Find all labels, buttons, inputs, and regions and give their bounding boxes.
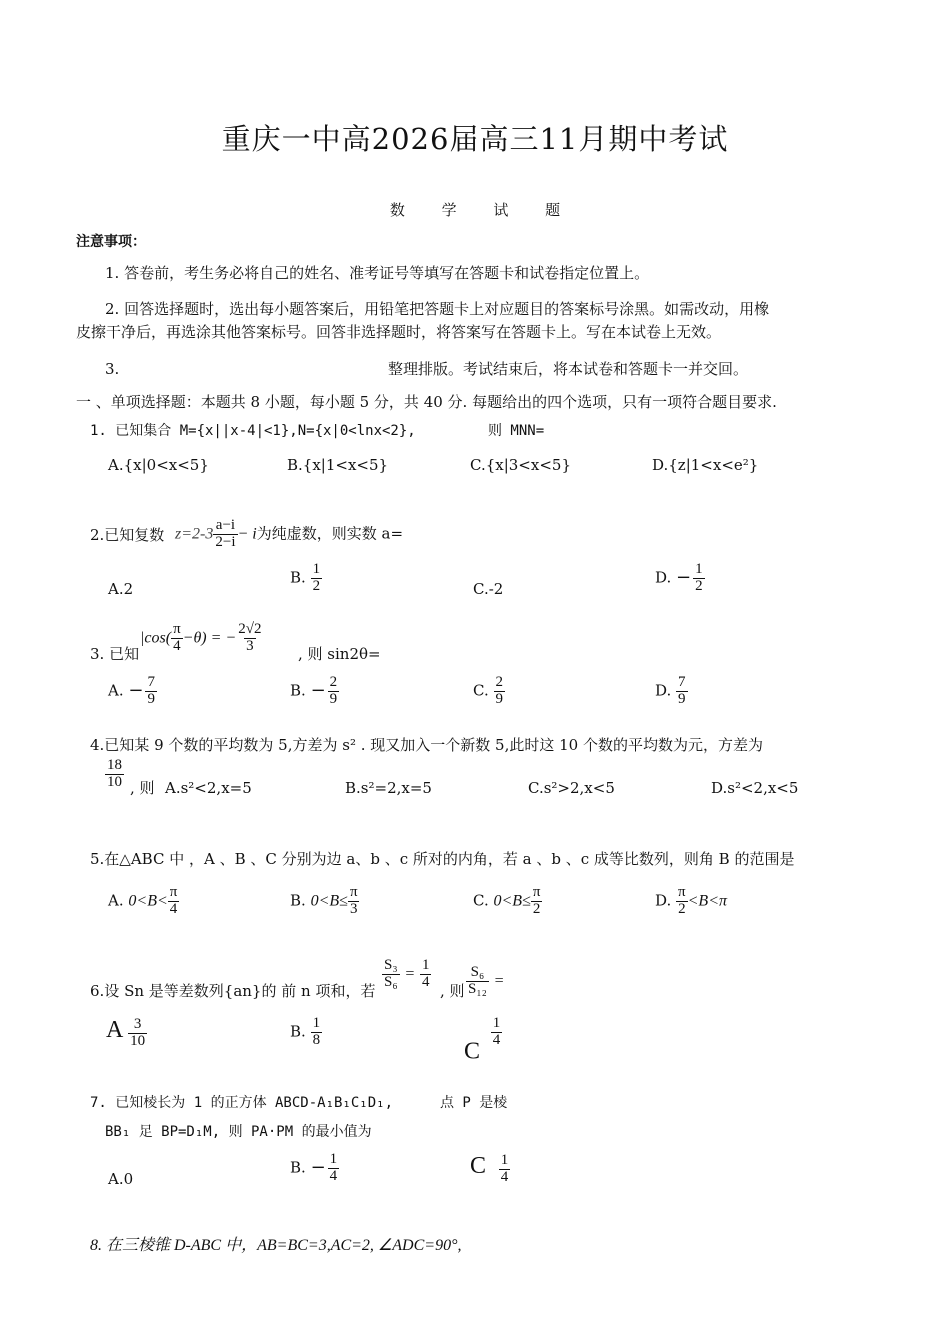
notes-heading: 注意事项： <box>76 234 146 250</box>
q1-option-b: B.{x|1<x<5} <box>287 456 389 474</box>
q5-option-d: D. $\frac{\pi}{2}$ <B<π <box>655 884 728 917</box>
q4-stem: 4.已知某 9 个数的平均数为 5,方差为 s² . 现又加入一个新数 5,此时这 10 个数的平均数为元，方差为 <box>90 736 763 754</box>
q6-stem: 6.设 Sn 是等差数列{an}的 前 n 项和，若 <box>90 982 376 1000</box>
q2-z-rhs: − i <box>237 525 257 543</box>
q7-stem: 7. 已知棱长为 1 的正方体 ABCD-A₁B₁C₁D₁, <box>90 1095 394 1111</box>
q1-stem: 1. 已知集合 M={x||x-4|<1},N={x|0<lnx<2}, <box>90 423 416 439</box>
q8-stem: 8. 在三棱锥 D-ABC 中，AB=BC=3,AC=2, ∠ADC=90°, <box>90 1237 462 1254</box>
q2-option-d: D. − $\frac{1}{2}$ <box>655 561 703 594</box>
q4-variance-fraction: $\frac{18}{10}$ <box>107 757 122 790</box>
q2-stem-tail: 为纯虚数，则实数 a= <box>256 524 404 543</box>
q6-option-b: B. $\frac{1}{8}$ <box>290 1015 321 1048</box>
q5-option-b: B. 0<B≤ $\frac{\pi}{3}$ <box>290 884 358 917</box>
q7-stem-right: 点 P 是棱 <box>440 1095 508 1111</box>
q4-option-b: B.s²=2,x=5 <box>345 779 432 797</box>
q5-option-c: C. 0<B≤ $\frac{\pi}{2}$ <box>473 884 541 917</box>
q7-option-c: C $\frac{1}{4}$ <box>470 1151 509 1185</box>
subject-title: 数 学 试 题 <box>389 201 561 219</box>
q1-stem-tail: 则 MNN= <box>488 423 545 439</box>
q2-formula <box>175 518 403 551</box>
q3-pi-fraction: $\frac{\pi}{4}$ <box>173 621 181 654</box>
q7-stem-line-2: BB₁ 足 BP=D₁M, 则 PA·PM 的最小值为 <box>105 1124 372 1140</box>
q1-option-c: C.{x|3<x<5} <box>470 456 571 474</box>
note-3-number: 3. <box>105 360 120 378</box>
q3-option-c: C. $\frac{2}{9}$ <box>473 674 503 707</box>
q5-stem: 5.在△ABC 中 ，A 、B 、C 分别为边 a、b 、c 所对的内角，若 a 、b 、c 成等比数列，则角 B 的范围是 <box>90 850 795 868</box>
q2-option-c: C.-2 <box>473 580 504 598</box>
q6-option-a: A $\frac{3}{10}$ <box>106 1015 146 1049</box>
q5-option-a: A. 0<B< $\frac{\pi}{4}$ <box>108 884 178 917</box>
q2-option-d-fraction: $\frac{1}{2}$ <box>695 561 703 594</box>
note-2-line-1: 2. 回答选择题时，选出每小题答案后，用铅笔把答题卡上对应题目的答案标号涂黑。如需改动，用橡 <box>105 300 770 318</box>
note-2-line-2: 皮擦干净后，再选涂其他答案标号。回答非选择题时，将答案写在答题卡上。写在本试卷上无效。 <box>76 323 722 341</box>
section-1-heading: 一 、单项选择题：本题共 8 小题，每小题 5 分，共 40 分. 每题给出的四个选项，只有一项符合题目要求. <box>76 393 777 411</box>
note-1: 1. 答卷前，考生务必将自己的姓名、准考证号等填写在答题卡和试卷指定位置上。 <box>105 264 650 282</box>
q6-formula: $\frac{\text{S₃}}{\text{S₆}}$ = $\frac{1}{4}$ <box>384 957 430 990</box>
q3-stem-tail: , 则 sin2θ= <box>298 645 381 663</box>
q7-option-b: B. − $\frac{1}{4}$ <box>290 1151 338 1184</box>
q2-option-a: A.2 <box>108 580 134 598</box>
q3-formula: |cos( $\frac{\pi}{4}$ −θ) = − $\frac{2√2}{3}$ <box>140 621 262 654</box>
q4-option-c: C.s²>2,x<5 <box>528 779 615 797</box>
q2-fraction: $\frac{a-i}{2-i}$ <box>215 517 236 550</box>
q4-option-a: A.s²<2,x=5 <box>165 779 252 797</box>
q6-target: $\frac{\text{S₆}}{\text{S₁₂}}$ = <box>468 964 505 997</box>
q2-stem: 2.已知复数 <box>90 526 165 544</box>
q3-option-a: A. − $\frac{7}{9}$ <box>108 674 155 707</box>
q1-option-a: A.{x|0<x<5} <box>108 456 209 474</box>
q3-rhs-fraction: $\frac{2√2}{3}$ <box>238 621 262 654</box>
q7-option-a: A.0 <box>108 1170 134 1188</box>
q3-stem: 3. 已知 <box>90 645 140 663</box>
q3-option-d: D. $\frac{7}{9}$ <box>655 674 686 707</box>
q1-option-d: D.{z|1<x<e²} <box>652 456 759 474</box>
q6-then: , 则 <box>440 982 465 1000</box>
q3-option-b: B. − $\frac{2}{9}$ <box>290 674 338 707</box>
q2-option-b-fraction: $\frac{1}{2}$ <box>312 561 321 594</box>
page-title: 重庆一中高2026届高三11月期中考试 <box>221 122 729 156</box>
q4-then: , 则 <box>130 779 155 797</box>
q4-option-d: D.s²<2,x<5 <box>711 779 799 797</box>
q2-option-b: B. $\frac{1}{2}$ <box>290 561 321 594</box>
note-3-text: 整理排版。考试结束后，将本试卷和答题卡一并交回。 <box>388 360 749 378</box>
q2-z-lhs: z=2-3 <box>175 525 214 543</box>
q6-option-c: C $\frac{1}{4}$ <box>464 1015 501 1065</box>
